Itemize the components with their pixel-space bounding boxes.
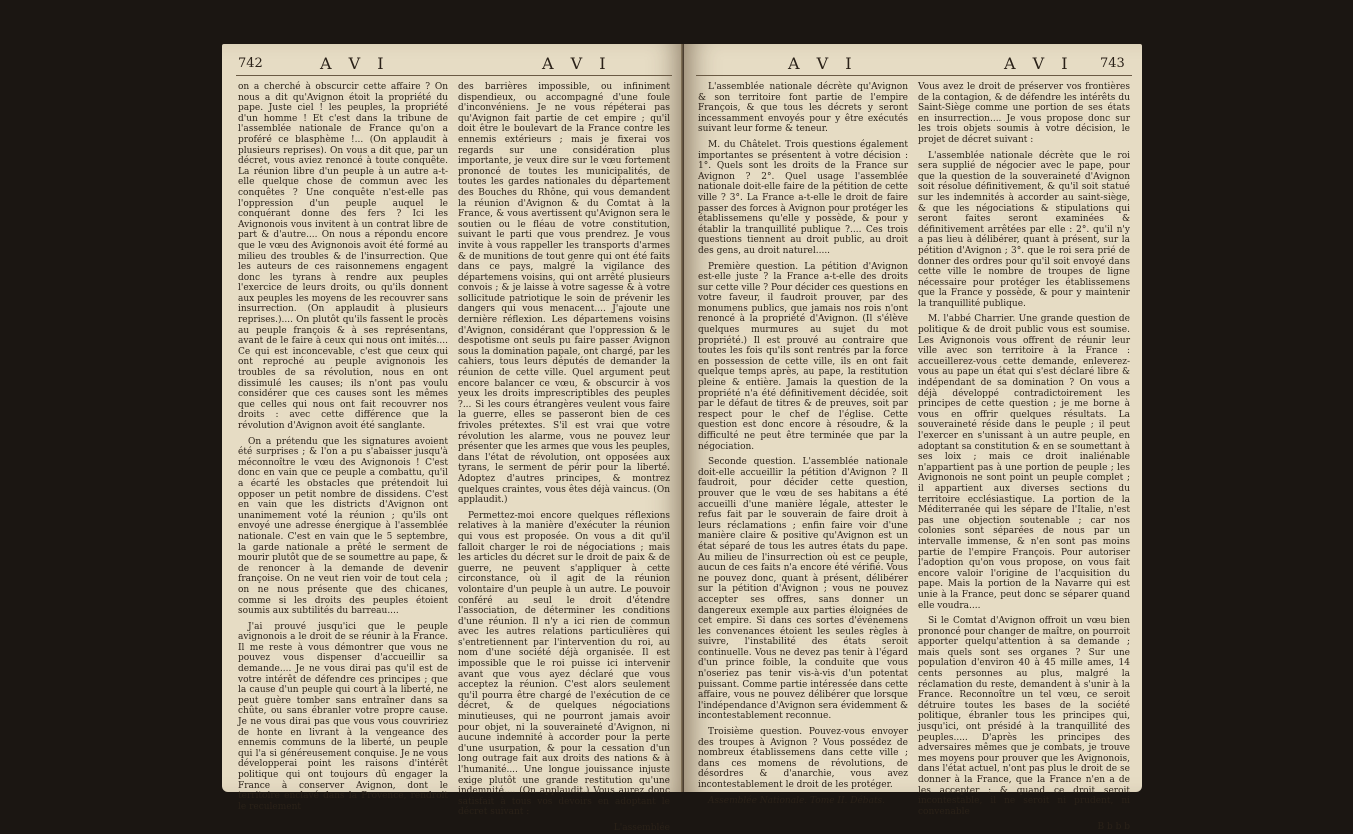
- catchword: L'assemblée: [613, 822, 670, 833]
- paragraph: Seconde question. L'assemblée nationale doit-elle accueillir la pétition d'Avignon ? Il faudroit, pour décider cette question, prouver que le vœu de ses habitans a été accueilli d'une manière légale, attester le refus fait par le souverain de faire droit à leurs réclamations ; enfin faire voir d'une manière claire & positive qu'Avignon est un état séparé de tous les autres états du pape. Au milieu de l'insurrection où est ce peuple, aucun de ces faits n'a encore été vérifié. Vous ne pouvez donc, quant à présent, délibérer sur la pétition d'Avignon ; vous ne pouvez accepter ses offres, sans donner un dangereux exemple aux parties éloignées de cet empire. Si dans ces sortes d'événemens les convenances étoient les seules règles à suivre, l'instabilité des états seroit continuelle. Vous ne devez pas tenir à l'égard d'un prince foible, la conduite que vous n'oseriez pas tenir vis-à-vis d'un potentat puissant. Comme partie intéressée dans cette affaire, vous ne pouvez délibérer que lorsque l'indépendance d'Avignon sera évidemment & incontestablement reconnue.: [698, 457, 908, 722]
- left-column-1: [238, 82, 448, 812]
- left-title-2: A V I: [542, 54, 612, 73]
- right-column-2: [918, 82, 1130, 833]
- left-page: [222, 44, 684, 833]
- paragraph: J'ai prouvé jusqu'ici que le peuple avignonois a le droit de se réunir à la France. Il me reste à vous démontrer que vous ne pouvez vous dispenser d'accueillir sa demande.... Je ne vous dirai pas qu'il est de votre intérêt de défendre ces principes ; que la cause d'un peuple qui court à la liberté, ne peut guère tomber sans entraîner dans sa chûte, ou sans ébranler votre propre cause. Je ne vous dirai pas que vous vous couvririez de honte en livrant à la vengeance des ennemis communs de la liberté, un peuple qui l'a si généreusement conquise. Je ne vous développerai point les raisons d'intérêt politique qui ont toujours dû engager la France à conserver Avignon, dont le territoire enclavé dans la Provence, rendroit le reculement: [238, 621, 448, 812]
- left-running-head: [222, 54, 684, 76]
- left-page-number: 742: [238, 56, 263, 71]
- right-title-1: A V I: [788, 54, 858, 73]
- right-running-head: [684, 54, 1142, 76]
- paragraph: Première question. La pétition d'Avignon est-elle juste ? la France a-t-elle des droits sur cette ville ? Pour décider ces questions en votre faveur, il faudroit prouver, par des monumens publics, que jamais nos rois n'ont renoncé à la propriété d'Avignon. (Il s'élève quelques murmures au sujet du mot propriété.) Il est prouvé au contraire que toutes les fois qu'ils sont rentrés par la force en possession de cette ville, ils en ont fait quelque temps après, au pape, la restitution pleine & entière. Jamais la question de la propriété n'a été définitivement décidée, soit par le défaut de titres & de preuves, soit par respect pour le chef de l'église. Cette question est donc encore à résoudre, & la difficulté ne peut être terminée que par la négociation.: [698, 261, 908, 452]
- right-head-rule: [696, 75, 1132, 76]
- paragraph: on a cherché à obscurcir cette affaire ? On nous a dit qu'Avignon étoit la propriété du pape. Juste ciel ! les peuples, la propriété d'un homme ! Et c'est dans la tribune de l'assemblée nationale de France qu'on a proféré ce blasphème !... (On applaudit à plusieurs reprises). On vous a dit que, par un décret, vous aviez renoncé à toute conquête. La réunion libre d'un peuple à un autre a-t-elle quelque chose de commun avec les conquêtes ? Une conquête n'est-elle pas l'oppression d'un peuple auquel le conquérant donne des fers ? Ici les Avignonois vous invitent à un contrat libre de part & d'autre.... On nous a répondu encore que le vœu des Avignonois avoit été formé au milieu des troubles & de l'insurrection. Que les auteurs de ces raisonnemens engagent donc les tyrans à rendre aux peuples l'exercice de leurs droits, ou qu'ils donnent aux peuples les moyens de les recouvrer sans insurrection. (On applaudit à plusieurs reprises.).... On plutôt qu'ils fassent le procès au peuple françois & à ses représentans, avant de le faire à ceux qui nous ont imités.... Ce qui est inconcevable, c'est que ceux qui ont reproché au peuple avignonois les troubles de sa révolution, nous en ont dissimulé les causes; ils n'ont pas voulu considérer que ces causes sont les mêmes que celles qui nous ont fait recouvrer nos droits : avec cette différence que la révolution d'Avignon avoit été sanglante.: [238, 82, 448, 431]
- right-page-number: 743: [1100, 56, 1125, 71]
- left-title-1: A V I: [320, 54, 390, 73]
- signature-mark: B b b b: [1097, 822, 1130, 833]
- volume-footer: Assemblée Nationale. Tome II. Débats.: [708, 795, 886, 806]
- paragraph: L'assemblée nationale décrète qu'Avignon & son territoire font partie de l'empire François, & que tous les décrets y seront incessamment envoyés pour y être exécutés suivant leur forme & teneur.: [698, 82, 908, 135]
- paragraph: Vous avez le droit de préserver vos frontières de la contagion, & de défendre les intérêts du Saint-Siège comme une portion de ses états en insurrection.... Je vous propose donc sur les trois objets soumis à votre décision, le projet de décret suivant :: [918, 82, 1130, 145]
- paragraph: Si le Comtat d'Avignon offroit un vœu bien prononcé pour changer de maître, on pourroit apporter quelqu'attention à sa demande ; mais quels sont ses organes ? Sur une population d'environ 40 à 45 mille ames, 14 cents personnes au plus, malgré la réclamation du reste, demandent à s'unir à la France. Reconnoître un tel vœu, ce seroit détruire toutes les bases de la société politique, ébranler tous les principes qui, jusqu'ici, ont présidé à la tranquillité des peuples..... D'après les principes des adversaires mêmes que je combats, je trouve mes moyens pour prouver que les Avignonois, dans l'état actuel, n'ont pas plus le droit de se donner à la France, que la France n'en a de les accepter ; & quand ce droit seroit incontestable, il ne seroit ni prudent, ni convenable: [918, 616, 1130, 817]
- paragraph: M. du Châtelet. Trois questions également importantes se présentent à votre décision : 1°. Quels sont les droits de la France sur Avignon ? 2°. Quel usage l'assemblée nationale doit-elle faire de la pétition de cette ville ? 3°. La France a-t-elle le droit de faire passer des forces à Avignon pour protéger les établissemens qu'elle y possède, & pour y établir la tranquillité publique ?.... Ces trois questions tiennent au droit public, au droit des gens, au droit naturel.....: [698, 139, 908, 256]
- paragraph: des barrières impossible, ou infiniment dispendieux, ou accompagné d'une foule d'inconvéniens. Je ne vous répéterai pas qu'Avignon fait partie de cet empire ; qu'il doit être le boulevart de la France contre les ennemis extérieurs ; mais je fixerai vos regards sur une considération plus importante, je veux dire sur le vœu fortement prononcé de toutes les municipalités, de toutes les gardes nationales du département des Bouches du Rhône, qui vous demandent la réunion d'Avignon & du Comtat à la France, & vous avertissent qu'Avignon sera le soutien ou le fléau de votre constitution, suivant le parti que vous prendrez. Je vous invite à vous rappeller les transports d'armes & de munitions de tout genre qui ont été faits dans ce pays, malgré la vigilance des départemens voisins, qui ont arrêté plusieurs convois ; & je laisse à votre sagesse & à votre sollicitude patriotique le soin de prévenir les dangers qui vous menacent.... J'ajoute une dernière réflexion. Les départemens voisins d'Avignon, considérant que l'oppression & le despotisme ont seuls pu faire passer Avignon sous la domination papale, ont chargé, par les cahiers, tous leurs députés de demander la réunion de cette ville. Quel argument peut encore balancer ce vœu, & obscurcir à vos yeux les droits imprescriptibles des peuples ?... Si les cours étrangères veulent vous faire la guerre, elles se passeront bien de ces frivoles prétextes. S'il est vrai que votre révolution les alarme, vous ne pouvez leur présenter que les armes que vous les peuples, dans l'état de révolution, ont opposées aux tyrans, le serment de périr pour la liberté. Adoptez d'autres principes, & montrez quelques craintes, vous êtes déjà vaincus. (On applaudit.): [458, 82, 670, 506]
- paragraph: M. l'abbé Charrier. Une grande question de politique & de droit public vous est soumise. Les Avignonois vous offrent de réunir leur ville avec son territoire à la France : accueillerez-vous cette demande, enleverez-vous au pape un état qui s'est déclaré libre & indépendant de sa domination ? On vous a déjà développé contradictoirement les principes de cette question ; je me borne à vous en offrir quelques résultats. La souveraineté réside dans le peuple ; il peut l'exercer en s'unissant à un autre peuple, en adoptant sa constitution & en se soumettant à ses loix ; mais ce droit inaliénable n'appartient pas à une portion de peuple ; les Avignonois ne sont point un peuple complet ; il appartient aux diverses sections du territoire ecclésiastique. La portion de la Méditerranée qui les sépare de l'Italie, n'est pas une objection soutenable ; car nos colonies sont séparées de nous par un intervalle immense, & n'en sont pas moins partie de l'empire François. Pour autoriser l'adoption qu'on vous propose, on vous fait encore valoir l'origine de l'acquisition du pape. Mais la portion de la Navarre qui est unie à la France, peut donc se séparer quand elle voudra....: [918, 314, 1130, 611]
- paragraph: On a prétendu que les signatures avoient été surprises ; & l'on a pu s'abaisser jusqu'à méconnoître le vœu des Avignonois ! C'est donc en vain que ce peuple a combattu, qu'il a écarté les obstacles que prétendoit lui opposer un petit nombre de dissidens. C'est en vain que les districts d'Avignon ont unanimement voté la réunion ; qu'ils ont envoyé une adresse énergique à l'assemblée nationale. C'est en vain que le 5 septembre, la garde nationale a prêté le serment de mourir plutôt que de se soumettre au pape, & de renoncer à la demande de devenir françoise. On ne veut rien voir de tout cela ; on ne nous présente que des chicanes, comme si les droits des peuples étoient soumis aux subtilités du barreau....: [238, 436, 448, 617]
- right-column-1: [698, 82, 908, 806]
- right-title-2: A V I: [1004, 54, 1074, 73]
- right-page: [684, 44, 1142, 833]
- paragraph: L'assemblée nationale décrète que le roi sera supplié de négocier avec le pape, pour que la question de la souveraineté d'Avignon soit résolue définitivement, & qu'il soit statué sur les indemnités à accorder au saint-siège, & que les négociations & stipulations qui seront faites seront examinées & définitivement arrêtées par elle : 2°. qu'il n'y a pas lieu à délibérer, quant à présent, sur la pétition d'Avignon ; 3°. que le roi sera prié de donner des ordres pour qu'il soit envoyé dans cette ville le nombre de troupes de ligne nécessaire pour protéger les établissemens que la France y possède, & pour y maintenir la tranquillité publique.: [918, 150, 1130, 309]
- paragraph: Permettez-moi encore quelques réflexions relatives à la manière d'exécuter la réunion qui vous est proposée. On vous a dit qu'il falloit charger le roi de négociations ; mais les articles du décret sur le droit de paix & de guerre, ne peuvent s'appliquer à cette circonstance, où il agit de la réunion volontaire d'un peuple à un autre. Le pouvoir conféré au seul le droit d'étendre l'association, de déterminer les conditions d'une réunion. Il n'y a ici rien de commun avec les autres relations particulières qui s'entretiennent par l'intervention du roi, au nom d'une société déjà organisée. Il est impossible que le roi puisse ici intervenir avant que vous ayez déclaré que vous acceptez la réunion. C'est alors seulement qu'il pourra être chargé de l'exécution de ce décret, & de quelques négociations minutieuses, qui ne pourront jamais avoir pour objet, ni la souveraineté d'Avignon, ni aucune indemnité à accorder pour la perte d'une usurpation, & pour la cessation d'un long outrage fait aux droits des nations & à l'humanité.... Une longue jouissance injuste exige plutôt une grande restitution qu'une indemnité.... (On applaudit.) Vous aurez donc satisfait à tous vos devoirs en adoptant le décret suivant :: [458, 510, 670, 818]
- left-column-2: [458, 82, 670, 833]
- paragraph: Troisième question. Pouvez-vous envoyer des troupes à Avignon ? Vous possédez de nombreux établissemens dans cette ville ; dans ces momens de révolutions, de désordres & d'anarchie, vous avez incontestablement le droit de les protéger.: [698, 727, 908, 790]
- left-head-rule: [236, 75, 672, 76]
